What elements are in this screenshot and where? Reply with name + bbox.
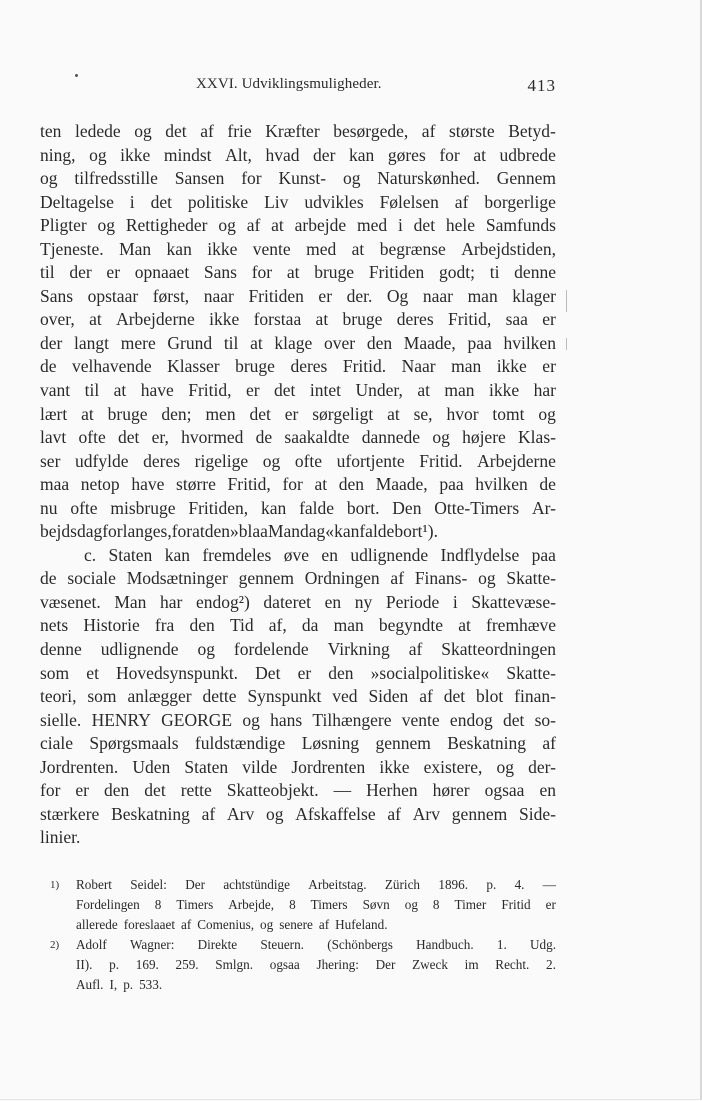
text-line: som et Hovedsynspunkt. Det er den »socialpolitiske« Skatte-: [40, 662, 556, 683]
footnote-line: II). p. 169. 259. Smlgn. ogsaa Jhering: Der Zweck im Recht. 2.: [76, 957, 556, 972]
body-text: [40, 120, 556, 850]
footnote-line: allerede foreslaaet af Comenius, og senere af Hufeland.: [76, 917, 388, 932]
text-line: maa netop have større Fritid, for at den Maade, paa hvilken de: [40, 474, 556, 495]
text-line: teori, som anlægger dette Synspunkt ved Siden af det blot finan-: [40, 686, 556, 707]
text-line: ten ledede og det af frie Kræfter besørgede, af største Betyd-: [40, 121, 556, 141]
text-line: lært at bruge den; men det er sørgeligt at se, hvor tomt og: [40, 403, 556, 424]
footnote: [40, 935, 556, 995]
margin-scratch: [566, 290, 567, 312]
text-line: Deltagelse i det politiske Liv udvikles Følelsen af borgerlige: [40, 191, 556, 212]
text-line: Sans opstaar først, naar Fritiden er der. Og naar man klager: [40, 285, 556, 306]
text-line: nets Historie fra den Tid af, da man begyndte at fremhæve: [40, 615, 556, 636]
page-number: 413: [527, 76, 556, 95]
footnote-line: Fordelingen 8 Timers Arbejde, 8 Timers Søvn og 8 Timer Fritid er: [76, 897, 556, 912]
text-line: over, at Arbejderne ikke forstaa at bruge deres Fritid, saa er: [40, 309, 556, 330]
text-line: der langt mere Grund til at klage over den Maade, paa hvilken: [40, 332, 556, 353]
text-line: sielle. HENRY GEORGE og hans Tilhængere vente endog det so-: [40, 709, 556, 730]
text-line: ser udfylde deres rigelige og ofte ufortjente Fritid. Arbejderne: [40, 450, 556, 471]
text-line: linier.: [40, 827, 81, 848]
text-line: ciale Spørgsmaals fuldstændige Løsning gennem Beskatning af: [40, 733, 556, 754]
text-line: vant til at have Fritid, er det intet Under, at man ikke har: [40, 380, 556, 401]
footnote-line: Adolf Wagner: Direkte Steuern. (Schönbergs Handbuch. 1. Udg.: [76, 937, 556, 952]
running-title: XXVI. Udviklingsmuligheder.: [196, 76, 382, 92]
text-line: Jordrenten. Uden Staten vilde Jordrenten ikke existere, og der-: [40, 756, 556, 777]
text-line: lavt ofte det er, hvormed de saakaldte dannede og højere Klas-: [40, 427, 556, 448]
footnotes: [40, 875, 556, 995]
text-line: bejdsdag forlanges, for at den »blaa Mandag« kan falde bort¹).: [40, 521, 438, 542]
footnote-marker: 1): [50, 879, 60, 891]
text-line: ning, og ikke mindst Alt, hvad der kan gøres for at udbrede: [40, 144, 556, 165]
text-line: stærkere Beskatning af Arv og Afskaffelse af Arv gennem Side-: [40, 803, 556, 824]
footnote-marker: 2): [50, 939, 60, 951]
text-line: denne udlignende og fordelende Virkning af Skatteordningen: [40, 639, 556, 660]
text-line: væsenet. Man har endog²) dateret en ny Periode i Skattevæse-: [40, 591, 556, 612]
text-line: nu ofte misbruge Fritiden, kan falde bort. Den Otte-Timers Ar-: [40, 497, 556, 518]
footnote-line: Robert Seidel: Der achtstündige Arbeitstag. Zürich 1896. p. 4. —: [76, 877, 556, 892]
margin-scratch: [566, 338, 567, 350]
footnote: [40, 875, 556, 935]
text-line: og tilfredsstille Sansen for Kunst- og Naturskønhed. Gennem: [40, 168, 556, 189]
text-line: Tjeneste. Man kan ikke vente med at begrænse Arbejdstiden,: [40, 238, 556, 259]
text-line: c. Staten kan fremdeles øve en udlignende Indflydelse paa: [84, 544, 556, 565]
text-line: de velhavende Klasser bruge deres Fritid. Naar man ikke er: [40, 356, 556, 377]
footnote-line: Aufl. I, p. 533.: [76, 977, 163, 992]
text-line: til der er opnaaet Sans for at bruge Fritiden godt; ti denne: [40, 262, 556, 283]
text-line: for er den det rette Skatteobjekt. — Herhen hører ogsaa en: [40, 780, 556, 801]
text-line: Pligter og Rettigheder og af at arbejde med i det hele Samfunds: [40, 215, 556, 236]
text-line: de sociale Modsætninger gennem Ordningen af Finans- og Skatte-: [40, 568, 556, 589]
running-header: [40, 76, 556, 98]
